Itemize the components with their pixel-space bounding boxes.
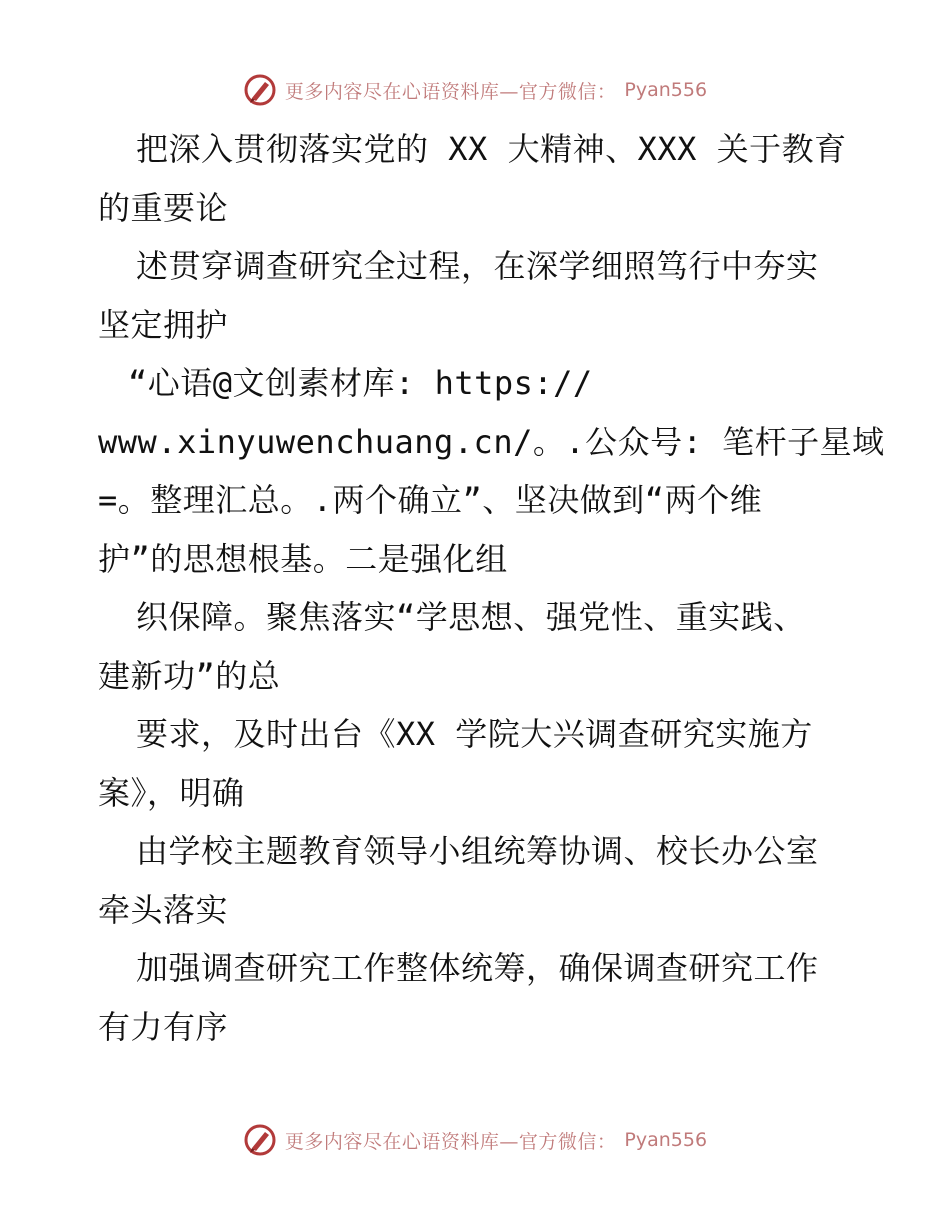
banner-wechat-id: Pyan556 <box>624 1129 708 1151</box>
text-line: 建新功”的总 <box>98 656 281 695</box>
text-line: 坚定拥护 <box>98 305 229 344</box>
text-line: 护”的思想根基。二是强化组 <box>98 539 508 578</box>
text-line: =。整理汇总。.两个确立”、坚决做到“两个维 <box>98 481 763 519</box>
banner-wechat-id: Pyan556 <box>624 79 708 101</box>
banner-text: 更多内容尽在心语资料库—官方微信： <box>284 1130 617 1153</box>
text-line: 牵头落实 <box>98 890 229 929</box>
text-line: 案》，明确 <box>98 773 245 812</box>
text-line: 由学校主题教育领导小组统筹协调、校长办公室 <box>136 832 819 870</box>
text-line: 有力有序 <box>98 1007 229 1046</box>
text-line: 加强调查研究工作整体统筹，确保调查研究工作 <box>136 949 819 987</box>
text-line: www.xinyuwenchuang.cn/。.公众号: 笔杆子星域 <box>98 422 885 461</box>
text-line: 要求，及时出台《XX 学院大兴调查研究实施方 <box>136 715 813 753</box>
text-line: 织保障。聚焦落实“学思想、强党性、重实践、 <box>136 598 806 636</box>
banner-text: 更多内容尽在心语资料库—官方微信： <box>284 80 617 103</box>
header-banner <box>0 70 950 110</box>
pen-logo-icon <box>243 1123 277 1157</box>
text-line: 的重要论 <box>98 188 229 227</box>
document-body <box>98 120 885 1056</box>
text-line: 述贯穿调查研究全过程，在深学细照笃行中夯实 <box>136 247 819 285</box>
text-line: 把深入贯彻落实党的 XX 大精神、XXX 关于教育 <box>136 130 847 168</box>
text-line: “心语@文创素材库: https:// <box>128 364 593 402</box>
footer-banner <box>0 1120 950 1160</box>
pen-logo-icon <box>243 73 277 107</box>
